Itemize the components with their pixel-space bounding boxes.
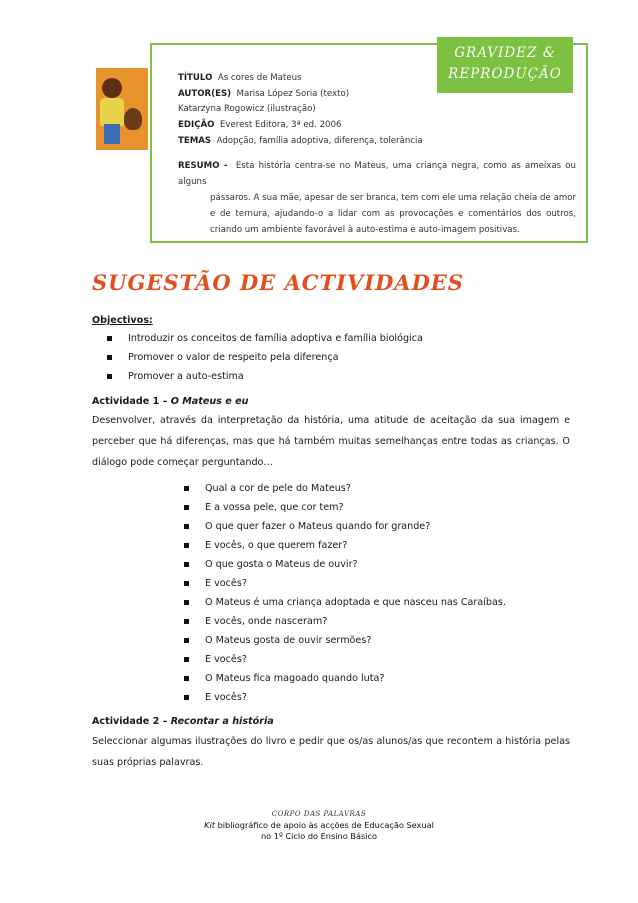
footer-line3: no 1º Ciclo do Ensino Básico <box>260 831 378 841</box>
objectives-label: Objectivos: <box>92 315 153 326</box>
footer-kit: Kit <box>204 820 215 830</box>
activity2-name: Recontar a história <box>170 716 274 727</box>
objective-item: Promover a auto-estima <box>128 367 423 386</box>
book-author-row <box>178 88 349 100</box>
activity2-text: Seleccionar algumas ilustrações do livro e pedir que os/as alunos/as que recontem a história pelas suas próprias palavras. <box>92 736 570 768</box>
activity1-text: Desenvolver, através da interpretação da história, uma atitude de aceitação da sua imagem e perceber que há diferenças, mas que há também muitas semelhanças entre todas as crianças. O diálogo pode começar perguntando… <box>92 415 570 468</box>
footer-project-name: CORPO DAS PALAVRAS <box>271 810 367 818</box>
objective-item: Promover o valor de respeito pela diferença <box>128 348 423 367</box>
activity1-name: O Mateus e eu <box>170 396 249 407</box>
footer <box>0 809 638 842</box>
page-heading: SUGESTÃO DE ACTIVIDADES <box>92 270 464 295</box>
activity1-title <box>92 396 248 407</box>
activity2-prefix: Actividade 2 – <box>92 716 171 727</box>
book-themes-label: TEMAS <box>178 136 212 146</box>
question-item: E vocês, o que querem fazer? <box>205 536 506 555</box>
question-item: O Mateus gosta de ouvir sermões? <box>205 631 506 650</box>
question-item: E vocês, onde nasceram? <box>205 612 506 631</box>
activity1-prefix: Actividade 1 – <box>92 396 171 407</box>
book-illustrator: Katarzyna Rogowicz (ilustração) <box>178 104 316 114</box>
objectives-list <box>128 329 423 386</box>
book-summary-text: pássaros. A sua mãe, apesar de ser branca, tem com ele uma relação cheia de amor e de ternura, ajudando-o a lidar com as provocações e comentários dos outros, criando um ambiente favorável à auto-estima e auto-imagem positivas. <box>210 193 576 235</box>
theme-tag-line1: GRAVIDEZ & <box>454 45 556 61</box>
question-item: E vocês? <box>205 688 506 707</box>
question-item: E vocês? <box>205 650 506 669</box>
question-item: O que gosta o Mateus de ouvir? <box>205 555 506 574</box>
footer-kit-description: bibliográfico de apoio às acções de Educação Sexual <box>214 820 434 830</box>
question-item: E a vossa pele, que cor tem? <box>205 498 506 517</box>
book-edition-row <box>178 119 341 131</box>
question-item: O Mateus fica magoado quando luta? <box>205 669 506 688</box>
book-edition-label: EDIÇÃO <box>178 120 215 130</box>
question-item: E vocês? <box>205 574 506 593</box>
theme-tag-line2: REPRODUÇÃO <box>448 66 562 82</box>
footer-line2 <box>0 820 638 831</box>
question-item: O que quer fazer o Mateus quando for grande? <box>205 517 506 536</box>
book-summary-first-line: Esta história centra-se no Mateus, uma criança negra, como as ameixas ou alguns <box>178 161 576 187</box>
theme-tag <box>437 37 573 93</box>
activity1-questions <box>205 479 506 707</box>
book-themes-value: Adopção, família adoptiva, diferença, tolerância <box>216 136 423 146</box>
book-themes-row <box>178 135 423 147</box>
question-item: O Mateus é uma criança adoptada e que nasceu nas Caraíbas. <box>205 593 506 612</box>
book-edition-value: Everest Editora, 3ª ed. 2006 <box>219 120 342 130</box>
book-cover-image <box>96 68 148 150</box>
book-author-value: Marisa López Soria (texto) <box>236 89 350 99</box>
objective-item: Introduzir os conceitos de família adoptiva e família biológica <box>128 329 423 348</box>
book-title-value: As cores de Mateus <box>217 73 302 83</box>
book-summary <box>178 158 576 238</box>
activity2-title <box>92 716 274 727</box>
book-title-label: TÍTULO <box>178 73 213 83</box>
book-summary-label: RESUMO - <box>178 161 228 171</box>
book-author-label: AUTOR(ES) <box>178 89 232 99</box>
book-title-row <box>178 72 302 84</box>
question-item: Qual a cor de pele do Mateus? <box>205 479 506 498</box>
